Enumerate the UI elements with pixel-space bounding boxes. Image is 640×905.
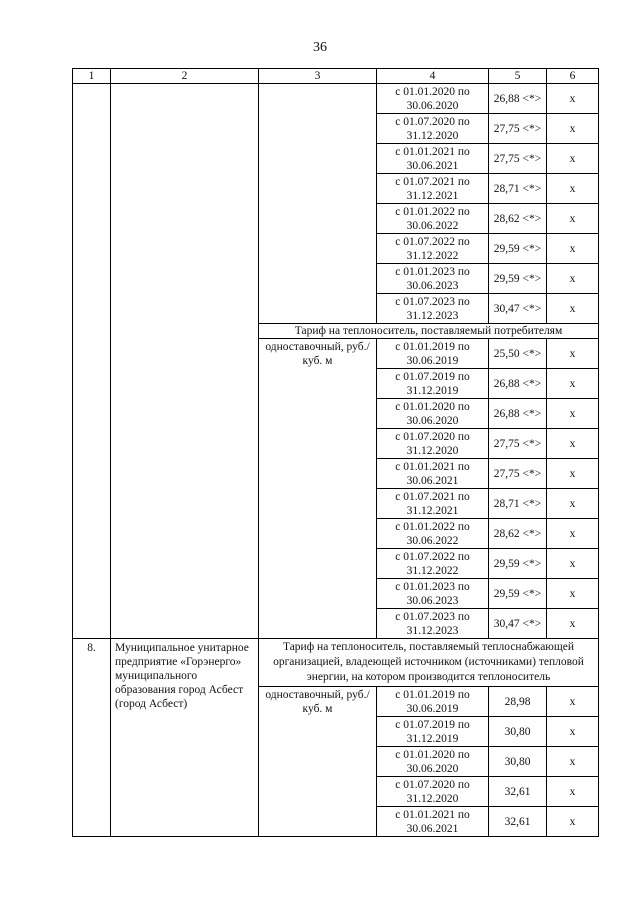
value-cell: 29,59 <*> bbox=[489, 579, 547, 609]
period-cell: с 01.01.2021 по 30.06.2021 bbox=[377, 144, 489, 174]
period-cell: с 01.07.2021 по 31.12.2021 bbox=[377, 174, 489, 204]
unit-cell: одноставочный, руб./куб. м bbox=[259, 687, 377, 837]
value-cell: 28,62 <*> bbox=[489, 204, 547, 234]
period-cell: с 01.01.2020 по 30.06.2020 bbox=[377, 399, 489, 429]
period-cell: с 01.07.2022 по 31.12.2022 bbox=[377, 234, 489, 264]
value-cell: 26,88 <*> bbox=[489, 369, 547, 399]
col6-cell: x bbox=[547, 204, 599, 234]
col6-cell: x bbox=[547, 114, 599, 144]
col6-cell: x bbox=[547, 549, 599, 579]
value-cell: 28,71 <*> bbox=[489, 489, 547, 519]
col6-cell: x bbox=[547, 144, 599, 174]
period-cell: с 01.01.2022 по 30.06.2022 bbox=[377, 519, 489, 549]
section-heading: Тариф на теплоноситель, поставляемый потребителям bbox=[259, 324, 599, 339]
tariff-table bbox=[72, 68, 599, 837]
period-cell: с 01.01.2023 по 30.06.2023 bbox=[377, 264, 489, 294]
col6-cell: x bbox=[547, 174, 599, 204]
value-cell: 29,59 <*> bbox=[489, 234, 547, 264]
page-number: 36 bbox=[313, 40, 327, 55]
col6-cell: x bbox=[547, 459, 599, 489]
value-cell: 28,71 <*> bbox=[489, 174, 547, 204]
organization-cell: Муниципальное унитарное предприятие «Горэнерго» муниципального образования город Асбест (город Асбест) bbox=[111, 639, 259, 837]
value-cell: 27,75 <*> bbox=[489, 429, 547, 459]
col6-cell: x bbox=[547, 294, 599, 324]
value-cell: 27,75 <*> bbox=[489, 144, 547, 174]
col6-cell: x bbox=[547, 747, 599, 777]
column-header: 2 bbox=[111, 69, 259, 84]
number-cell: 8. bbox=[73, 639, 111, 837]
section-heading-row bbox=[73, 639, 599, 687]
value-cell: 30,47 <*> bbox=[489, 609, 547, 639]
value-cell: 32,61 bbox=[489, 807, 547, 837]
col6-cell: x bbox=[547, 369, 599, 399]
col6-cell: x bbox=[547, 264, 599, 294]
col6-cell: x bbox=[547, 429, 599, 459]
column-header: 5 bbox=[489, 69, 547, 84]
unit-cell bbox=[259, 84, 377, 324]
number-cell bbox=[73, 84, 111, 639]
column-header: 1 bbox=[73, 69, 111, 84]
col6-cell: x bbox=[547, 489, 599, 519]
column-header: 6 bbox=[547, 69, 599, 84]
period-cell: с 01.07.2019 по 31.12.2019 bbox=[377, 369, 489, 399]
period-cell: с 01.01.2021 по 30.06.2021 bbox=[377, 459, 489, 489]
col6-cell: x bbox=[547, 399, 599, 429]
value-cell: 28,98 bbox=[489, 687, 547, 717]
period-cell: с 01.01.2019 по 30.06.2019 bbox=[377, 339, 489, 369]
period-cell: с 01.01.2023 по 30.06.2023 bbox=[377, 579, 489, 609]
unit-cell: одноставочный, руб./куб. м bbox=[259, 339, 377, 639]
col6-cell: x bbox=[547, 807, 599, 837]
value-cell: 27,75 <*> bbox=[489, 459, 547, 489]
period-cell: с 01.07.2020 по 31.12.2020 bbox=[377, 777, 489, 807]
period-cell: с 01.07.2019 по 31.12.2019 bbox=[377, 717, 489, 747]
col6-cell: x bbox=[547, 84, 599, 114]
col6-cell: x bbox=[547, 339, 599, 369]
table-row bbox=[73, 84, 599, 114]
organization-cell bbox=[111, 84, 259, 639]
section-heading: Тариф на теплоноситель, поставляемый теплоснабжающей организацией, владеющей источником (источниками) тепловой энергии, на котором производится теплоноситель bbox=[259, 639, 599, 687]
col6-cell: x bbox=[547, 717, 599, 747]
value-cell: 27,75 <*> bbox=[489, 114, 547, 144]
value-cell: 32,61 bbox=[489, 777, 547, 807]
value-cell: 25,50 <*> bbox=[489, 339, 547, 369]
col6-cell: x bbox=[547, 777, 599, 807]
col6-cell: x bbox=[547, 234, 599, 264]
column-header: 4 bbox=[377, 69, 489, 84]
col6-cell: x bbox=[547, 687, 599, 717]
col6-cell: x bbox=[547, 609, 599, 639]
col6-cell: x bbox=[547, 519, 599, 549]
value-cell: 29,59 <*> bbox=[489, 549, 547, 579]
period-cell: с 01.07.2022 по 31.12.2022 bbox=[377, 549, 489, 579]
period-cell: с 01.01.2019 по 30.06.2019 bbox=[377, 687, 489, 717]
header-row bbox=[73, 69, 599, 84]
period-cell: с 01.01.2021 по 30.06.2021 bbox=[377, 807, 489, 837]
period-cell: с 01.07.2023 по 31.12.2023 bbox=[377, 609, 489, 639]
value-cell: 26,88 <*> bbox=[489, 399, 547, 429]
period-cell: с 01.07.2020 по 31.12.2020 bbox=[377, 429, 489, 459]
col6-cell: x bbox=[547, 579, 599, 609]
value-cell: 30,47 <*> bbox=[489, 294, 547, 324]
period-cell: с 01.01.2020 по 30.06.2020 bbox=[377, 84, 489, 114]
period-cell: с 01.01.2022 по 30.06.2022 bbox=[377, 204, 489, 234]
value-cell: 26,88 <*> bbox=[489, 84, 547, 114]
period-cell: с 01.07.2021 по 31.12.2021 bbox=[377, 489, 489, 519]
value-cell: 30,80 bbox=[489, 717, 547, 747]
period-cell: с 01.07.2020 по 31.12.2020 bbox=[377, 114, 489, 144]
period-cell: с 01.07.2023 по 31.12.2023 bbox=[377, 294, 489, 324]
value-cell: 30,80 bbox=[489, 747, 547, 777]
column-header: 3 bbox=[259, 69, 377, 84]
value-cell: 29,59 <*> bbox=[489, 264, 547, 294]
value-cell: 28,62 <*> bbox=[489, 519, 547, 549]
period-cell: с 01.01.2020 по 30.06.2020 bbox=[377, 747, 489, 777]
